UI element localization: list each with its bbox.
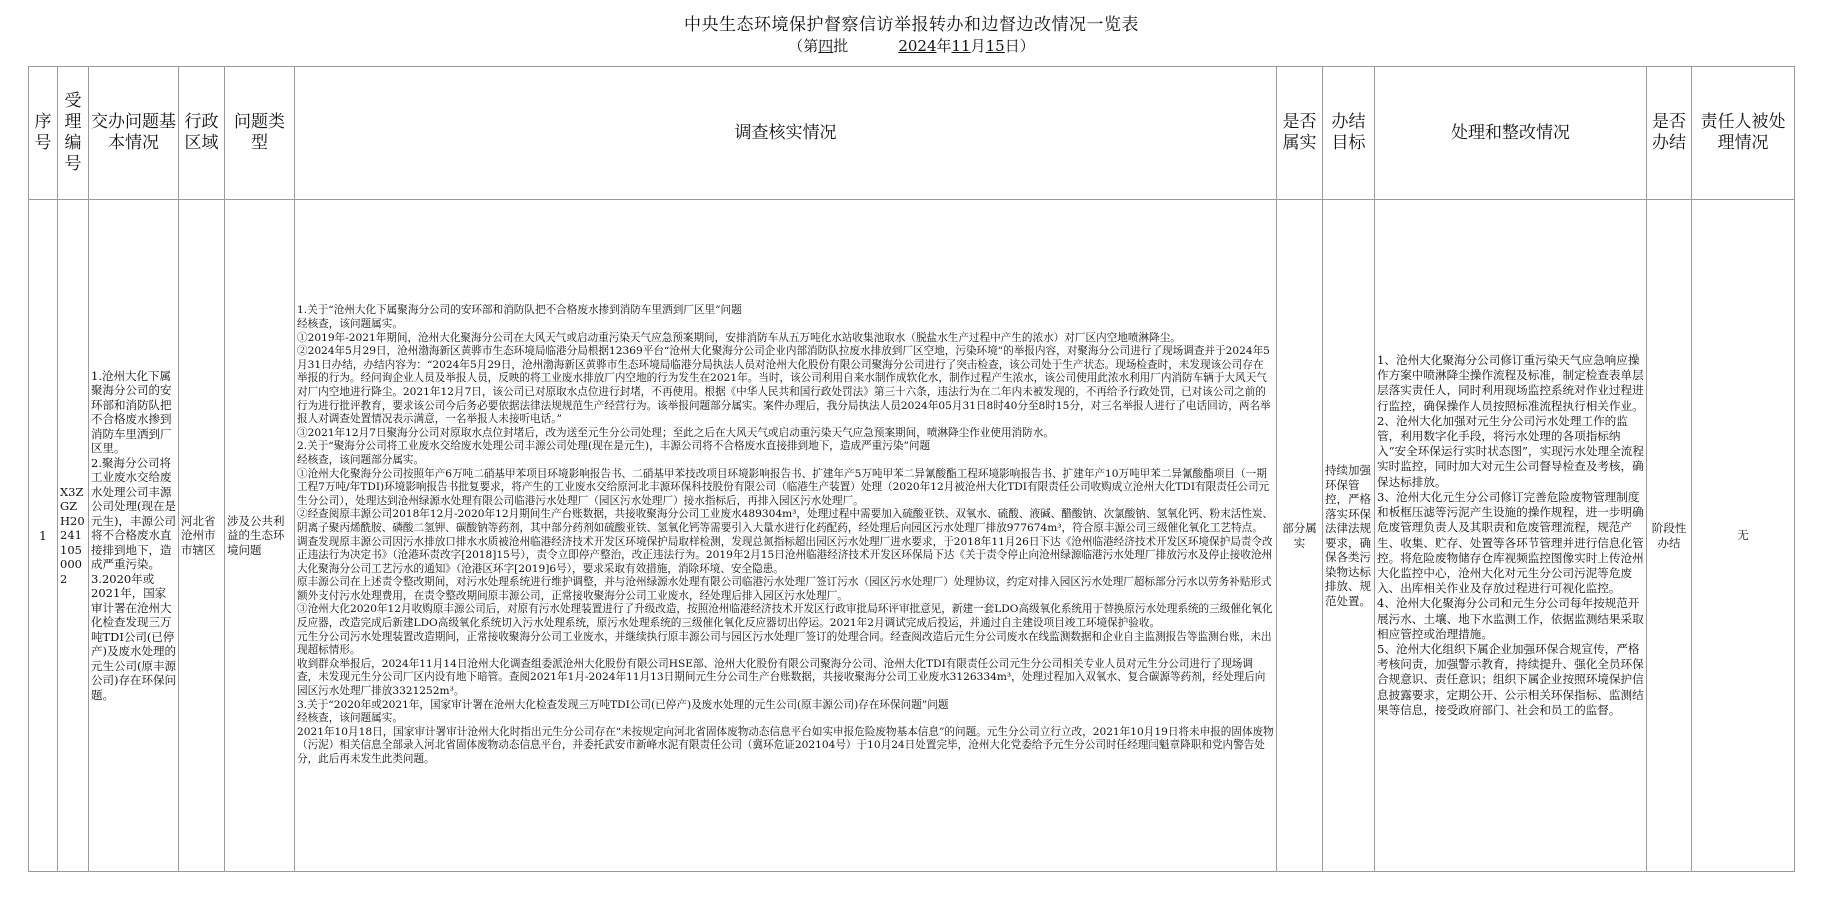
investigation-paragraph: 经核查，该问题属实。: [297, 318, 403, 330]
report-table: [28, 66, 1795, 872]
subtitle-year-suffix: 年: [936, 37, 952, 55]
cell-goal: 持续加强环保管控，严格落实环保法律法规要求，确保各类污染物达标排放、规范处置。: [1323, 200, 1375, 872]
investigation-paragraph: ②2024年5月29日，沧州渤海新区黄骅市生态环境局临港分局根据12369平台“沧州大化聚海分公司企业内部消防队拉废水排放到厂区空地，污染环境”的举报内容，对聚海分公司进行了现场调查并于2024年5月31日办结，办结内容为：“2024年5月29日，沧州渤海新区黄骅市生态环境局临港分局执法人员对沧州大化股份有限公司聚海分公司进行了突击检查，该公司处于生产状态。现场检查时，未发现该公司存在举报的行为。经问询企业人员及举报人员，反映的将工业废水排放厂内空地的行为发生在2021年。当时，该公司利用自来水制作成软化水，制作过程产生浓水，该公司使用此浓水利用厂内消防车辆于大风天气对厂内空地进行降尘。2021年12月7日，该公司已对原取水点位进行封堵，不再使用。根据《中华人民共和国行政处罚法》第三十六条，违法行为在二年内未被发现的，不再给予行政处罚，已对该公司之前的行为进行批评教育，要求该公司今后务必要依据法律法规规范生产经营行为。该举报问题部分属实。案件办理后，我分局执法人员2024年05月31日8时40分至8时15分，对三名举报人进行了电话回访，两名举报人对调查处置情况表示满意，一名举报人未接听电话。”: [297, 345, 1271, 426]
investigation-paragraph: 收到群众举报后，2024年11月14日沧州大化调查组委派沧州大化股份有限公司HSE部、沧州大化股份有限公司聚海分公司、沧州大化TDI有限责任公司元生分公司相关专业人员对元生分公司进行了现场调查，未发现元生分公司厂区内设有地下暗管。查阅2021年1月-2024年11月13日期间元生分公司生产台账数据，共接收聚海分公司工业废水3126334m³，处理过程加入双氧水、复合碳源等药剂，经处理后向园区污水处理厂排放3321252m³。: [297, 657, 1266, 698]
page-title: 中央生态环境保护督察信访举报转办和边督边改情况一览表: [684, 15, 1139, 35]
subtitle-batch: 四: [818, 37, 834, 55]
cell-resp: 无: [1692, 200, 1795, 872]
cell-region: 河北省沧州市市辖区: [179, 200, 225, 872]
investigation-paragraph: ①2019年-2021年期间，沧州大化聚海分公司在大风天气或启动重污染天气应急预案期间，安排消防车从五万吨化水站收集池取水（脱盐水生产过程中产生的浓水）对厂区内空地喷淋降尘。: [297, 331, 1181, 344]
investigation-paragraph: ③沧州大化2020年12月收购原丰源公司后，对原有污水处理装置进行了升级改造，按照沧州临港经济技术开发区行政审批局环评审批意见，新建一套LDO高级氧化系统用于替换原污水处理系统的三级催化氧化反应器，改造完成后新建LDO高级氧化系统切入污水处理系统，原污水处理系统的三级催化氧化反应器切出停运。2021年2月调试完成后投运，并通过自主建设项目竣工环境保护验收。: [297, 603, 1273, 630]
cell-fix: [1375, 200, 1647, 872]
fix-paragraph: 4、沧州大化聚海分公司和元生分公司每年按规范开展污水、土壤、地下水监测工作，依据监测结果采取相应管控或治理措施。: [1377, 596, 1644, 641]
investigation-paragraph: 2021年10月18日，国家审计署审计沧州大化时指出元生分公司存在“未按规定向河北省固体废物动态信息平台如实申报危险废物基本信息”的问题。元生分公司立行立改，2021年10月19日将未申报的固体废物（污泥）相关信息全部录入河北省固体废物动态信息平台，并委托武安市新峰水泥有限责任公司（冀环危证202104号）于10月24日处置完毕，沧州大化党委给予元生分公司时任经理闫魁章降职和党内警告处分，此后再未发生此类问题。: [297, 725, 1274, 765]
investigation-paragraph: ①沧州大化聚海分公司按照年产6万吨二硝基甲苯项目环境影响报告书、二硝基甲苯技改项目环境影响报告书、扩建年产5万吨甲苯二异氰酸酯工程环境影响报告书、扩建年产10万吨甲苯二异氰酸酯项目（一期工程7万吨/年TDI)环境影响报告书批复要求，将产生的工业废水交给原河北丰源环保科技股份有限公司（临港生产装置）处理（2020年12月被沧州大化TDI有限责任公司收购成立沧州大化TDI有限责任公司元生分公司），处理达到沧州绿源水处理有限公司临港污水处理厂（园区污水处理厂）接水指标后，再排入园区污水处理厂。: [297, 467, 1270, 507]
investigation-paragraph: 2.关于“聚海分公司将工业废水交给废水处理公司丰源公司处理(现在是元生)，丰源公司将不合格废水直接排到地下，造成严重污染”问题: [297, 440, 931, 453]
header-investigation: 调查核实情况: [295, 67, 1277, 200]
header-type: 问题类型: [225, 67, 295, 200]
fix-paragraph: 2、沧州大化加强对元生分公司污水处理工作的监管，利用数字化手段，将污水处理的各项指标纳入“安全环保运行实时状态图”，实现污水处理全流程实时监控，同时加大对元生公司督导检查及考核，确保达标排放。: [1377, 413, 1644, 489]
header-seq: 序号: [29, 67, 58, 200]
subtitle-month: 11: [951, 37, 971, 55]
subtitle-year: 2024: [898, 37, 937, 55]
cell-type: 涉及公共利益的生态环境问题: [225, 200, 295, 872]
page-subtitle: [0, 36, 1823, 56]
cell-id: X3ZGZH202411050002: [58, 200, 89, 872]
subtitle-open: （第: [788, 37, 819, 55]
investigation-paragraph: ②经查阅原丰源公司2018年12月-2020年12月期间生产台账数据，共接收聚海分公司工业废水489304m³，处理过程中需要加入硫酸亚铁、双氧水、硫酸、液碱、醋酸钠、次氯酸钠、氢氧化钙、粉末活性炭、阴离子聚丙烯酰胺、磷酸二氢钾、碳酸钠等药剂，其中部分药剂如硫酸亚铁、氢氧化钙等需要引入大量水进行化药配药，经处理后向园区污水处理厂排放977674m³，符合原丰源公司三级催化氧化工艺特点。: [297, 508, 1274, 534]
header-region: 行政区域: [179, 67, 225, 200]
investigation-paragraph: 调查发现原丰源公司因污水排放口排水水质被沧州临港经济技术开发区环境保护局取样检测，发现总氮指标超出园区污水处理厂进水要求，于2018年11月26日下达《沧州临港经济技术开发区环境保护局责令改正违法行为决定书》（沧港环责改字[2018]15号），责令立即停产整治，改正违法行为。2019年2月15日沧州临港经济技术开发区环保局下达《关于责令停止向沧州绿源临港污水处理厂排放污水及停止接收沧州大化聚海分公司工艺污水的通知》（沧港区环字[2019]6号），要求采取有效措施，消除环境、安全隐患。: [297, 535, 1273, 575]
header-fix: 处理和整改情况: [1375, 67, 1647, 200]
header-basic: 交办问题基本情况: [89, 67, 179, 200]
subtitle-close: 日）: [1004, 37, 1035, 55]
fix-paragraph: 1、沧州大化聚海分公司修订重污染天气应急响应操作方案中喷淋降尘操作流程及标准，制定检查表单层层落实责任人，同时利用现场监控系统对作业过程进行监控，确保操作人员按照标准流程执行相关作业。: [1377, 353, 1644, 413]
header-id: 受理编号: [58, 67, 89, 200]
fix-list: [1377, 353, 1644, 718]
cell-basic: 1.沧州大化下属聚海分公司的安环部和消防队把不合格废水掺到消防车里洒到厂区里。 2.聚海分公司将工业废水交给废水处理公司丰源公司处理(现在是元生)，丰源公司将不合格废水直接排到地下，造成严重污染。 3.2020年或2021年，国家审计署在沧州大化检查发现三万吨TDI公司(已停产)及废水处理的元生公司(原丰源公司)存在环保问题。: [89, 200, 179, 872]
investigation-paragraph: 元生分公司污水处理装置改造期间，正常接收聚海分公司工业废水，并继续执行原丰源公司与园区污水处理厂签订的处理合同。经查阅改造后元生分公司废水在线监测数据和企业自主监测报告等监测台账，未出现超标情形。: [297, 630, 1272, 657]
table-row: [29, 200, 1795, 872]
investigation-paragraph: 经核查，该问题属实。: [297, 712, 403, 725]
investigation-paragraph: 3.关于“2020年或2021年，国家审计署在沧州大化检查发现三万吨TDI公司(已停产)及废水处理的元生公司(原丰源公司)存在环保问题”问题: [297, 698, 949, 711]
subtitle-batch-suffix: 批: [833, 37, 849, 55]
investigation-paragraph: 原丰源公司在上述责令整改期间，对污水处理系统进行维护调整，并与沧州绿源水处理有限公司临港污水处理厂签订污水（园区污水处理厂）处理协议，约定对排入园区污水处理厂超标部分污水以劳务补贴形式额外支付污水处理费用，在责令整改期间原丰源公司，正常接收聚海分公司工业废水，经处理后排入园区污水处理厂。: [297, 576, 1272, 602]
cell-true: 部分属实: [1277, 200, 1323, 872]
fix-paragraph: 5、沧州大化组织下属企业加强环保合规宣传，严格考核问责，加强警示教育，持续提升、强化全员环保合规意识、责任意识；组织下属企业按照环境保护信息披露要求，定期公开、公示相关环保指标、监测结果等信息，接受政府部门、社会和员工的监督。: [1377, 641, 1644, 717]
subtitle-day: 15: [985, 37, 1005, 55]
header-true: 是否属实: [1277, 67, 1323, 200]
table-header-row: [29, 67, 1795, 200]
cell-seq: 1: [29, 200, 58, 872]
header-resp: 责任人被处理情况: [1692, 67, 1795, 200]
header-goal: 办结目标: [1323, 67, 1375, 200]
subtitle-month-suffix: 月: [970, 37, 986, 55]
investigation-list: [297, 304, 1274, 766]
investigation-paragraph: ③2021年12月7日聚海分公司对原取水点位封堵后，改为送至元生分公司处理；至此之后在大风天气或启动重污染天气应急预案期间，喷淋降尘作业使用消防水。: [297, 426, 1054, 439]
header-done: 是否办结: [1647, 67, 1692, 200]
investigation-paragraph: 1.关于“沧州大化下属聚海分公司的安环部和消防队把不合格废水掺到消防车里洒到厂区里”问题: [297, 304, 742, 317]
cell-done: 阶段性办结: [1647, 200, 1692, 872]
fix-paragraph: 3、沧州大化元生分公司修订完善危险废物管理制度和板框压滤等污泥产生设施的操作规程，进一步明确危废管理负责人及其职责和危废管理流程，规范产生、收集、贮存、处置等各环节管理并进行信息化管控。将危险废物储存仓库视频监控图像实时上传沧州大化监控中心，沧州大化对元生分公司污泥等危废入、出库相关作业及存放过程进行可视化监控。: [1377, 489, 1644, 596]
cell-investigation: [295, 200, 1277, 872]
investigation-paragraph: 经核查，该问题部分属实。: [297, 453, 425, 466]
title-block: [0, 14, 1823, 56]
